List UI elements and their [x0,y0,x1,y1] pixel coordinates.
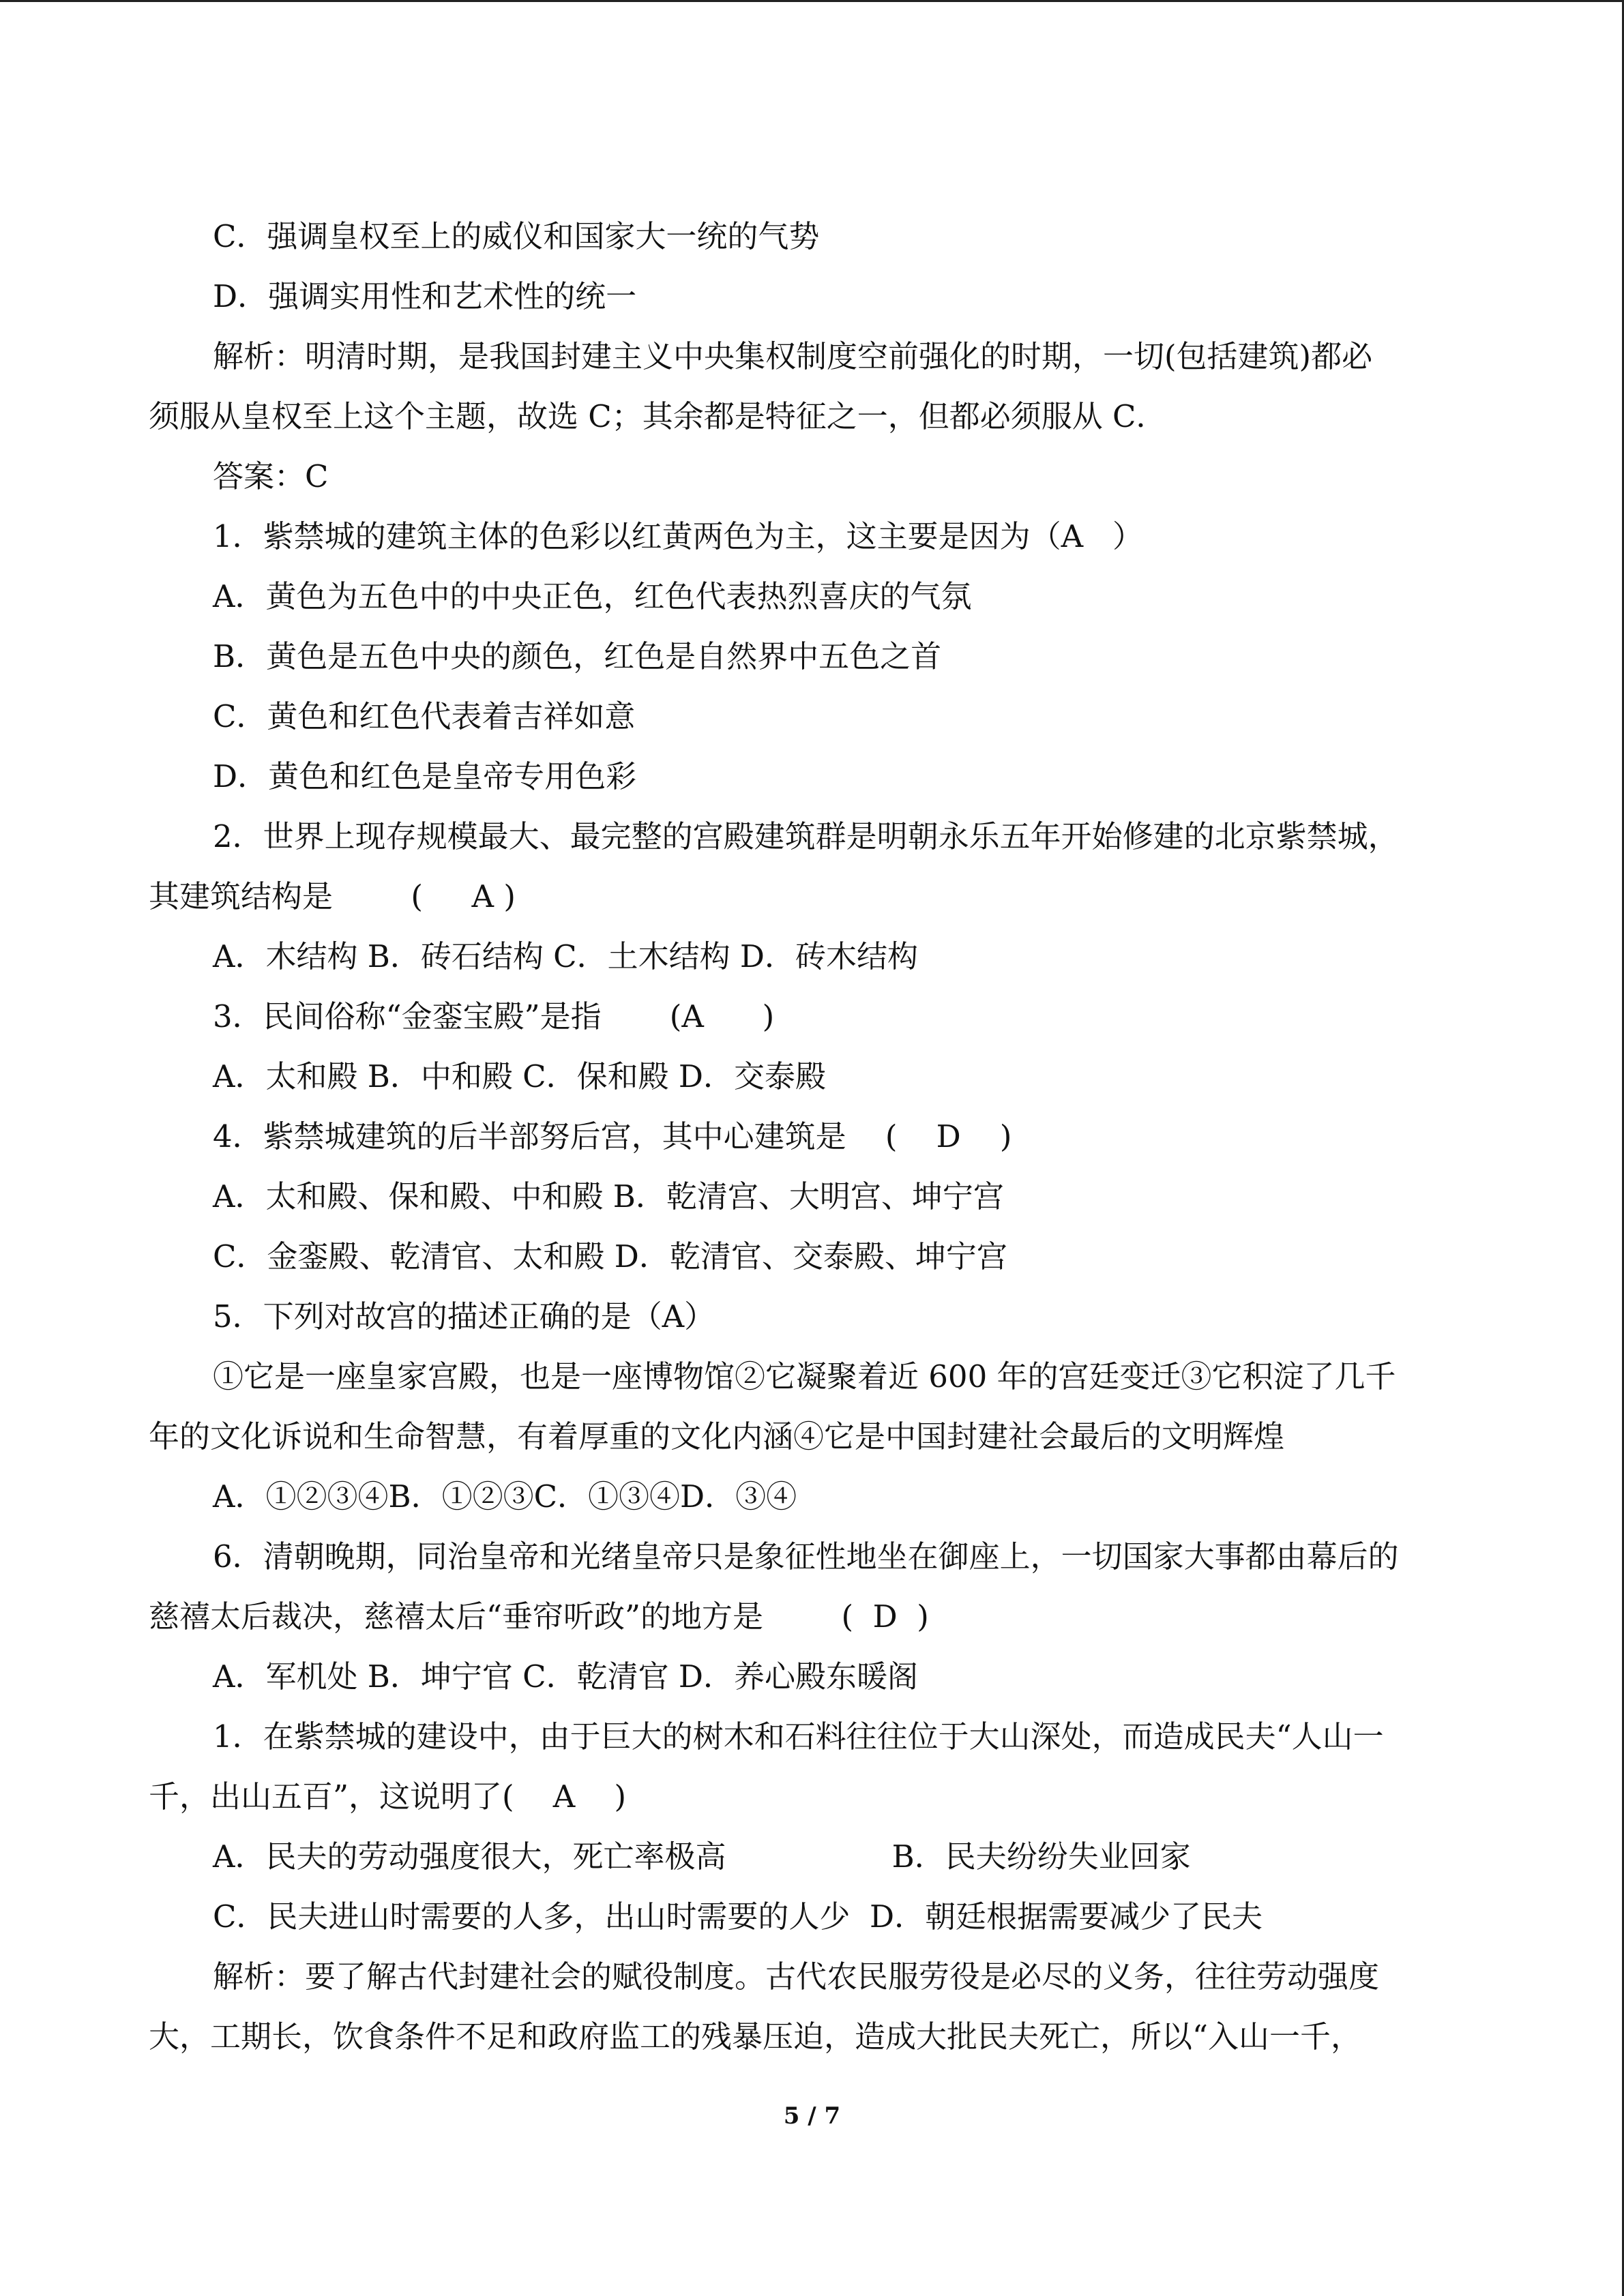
text-line: 1．紫禁城的建筑主体的色彩以红黄两色为主，这主要是因为（A ） [213,518,1144,554]
text-line: A．太和殿、保和殿、中和殿 B．乾清宫、大明宫、坤宁宫 [213,1178,1004,1214]
text-line: 3．民间俗称“金銮宝殿”是指 (A ) [213,998,775,1034]
text-line: C．民夫进山时需要的人多，出山时需要的人少 D．朝廷根据需要减少了民夫 [213,1898,1263,1935]
text-line: 解析：明清时期，是我国封建主义中央集权制度空前强化的时期，一切(包括建筑)都必 [213,338,1373,374]
text-line: 其建筑结构是 ( A ) [149,878,516,914]
text-line: 解析：要了解古代封建社会的赋役制度。古代农民服劳役是必尽的义务，往往劳动强度 [213,1958,1380,1995]
text-line: 年的文化诉说和生命智慧，有着厚重的文化内涵④它是中国封建社会最后的文明辉煌 [149,1418,1285,1455]
page-number: 5 / 7 [783,2102,841,2130]
text-line: A．太和殿 B．中和殿 C．保和殿 D．交泰殿 [213,1058,826,1094]
text-line: C．黄色和红色代表着吉祥如意 [213,698,636,734]
text-line: C．金銮殿、乾清官、太和殿 D．乾清官、交泰殿、坤宁宫 [213,1238,1007,1274]
text-line: A．①②③④B．①②③C．①③④D．③④ [213,1478,797,1515]
text-line: A．军机处 B．坤宁官 C．乾清官 D．养心殿东暖阁 [213,1658,918,1695]
text-line: 慈禧太后裁决，慈禧太后“垂帘听政”的地方是 ( D ) [149,1598,929,1635]
text-line: 5．下列对故宫的描述正确的是（A） [213,1298,715,1335]
document-body [149,207,1479,2067]
text-line: 1．在紫禁城的建设中，由于巨大的树木和石料往往位于大山深处，而造成民夫“人山一 [213,1718,1384,1755]
text-line: 大，工期长，饮食条件不足和政府监工的残暴压迫，造成大批民夫死亡，所以“入山一千， [149,2018,1362,2055]
text-line: 2．世界上现存规模最大、最完整的宫殿建筑群是明朝永乐五年开始修建的北京紫禁城， [213,818,1399,854]
text-line: 千，出山五百”，这说明了( A ) [149,1778,627,1815]
text-line: A．民夫的劳动强度很大，死亡率极高 B．民夫纷纷失业回家 [213,1838,1191,1875]
text-line: 须服从皇权至上这个主题，故选 C；其余都是特征之一，但都必须服从 C． [149,398,1167,434]
text-line: B．黄色是五色中央的颜色，红色是自然界中五色之首 [213,638,942,674]
text-line: D．强调实用性和艺术性的统一 [213,278,637,314]
text-line: 4．紫禁城建筑的后半部努后宫，其中心建筑是 ( D ) [213,1118,1012,1154]
text-line: C．强调皇权至上的威仪和国家大一统的气势 [213,218,820,254]
text-line: A．黄色为五色中的中央正色，红色代表热烈喜庆的气氛 [213,578,972,614]
text-line: 6．清朝晚期，同治皇帝和光绪皇帝只是象征性地坐在御座上，一切国家大事都由幕后的 [213,1538,1399,1575]
text-line: A．木结构 B．砖石结构 C．土木结构 D．砖木结构 [213,938,918,974]
text-line: D．黄色和红色是皇帝专用色彩 [213,758,637,794]
text-line: ①它是一座皇家宫殿，也是一座博物馆②它凝聚着近 600 年的宫廷变迁③它积淀了几千 [213,1358,1396,1395]
text-line: 答案：C [213,458,329,494]
